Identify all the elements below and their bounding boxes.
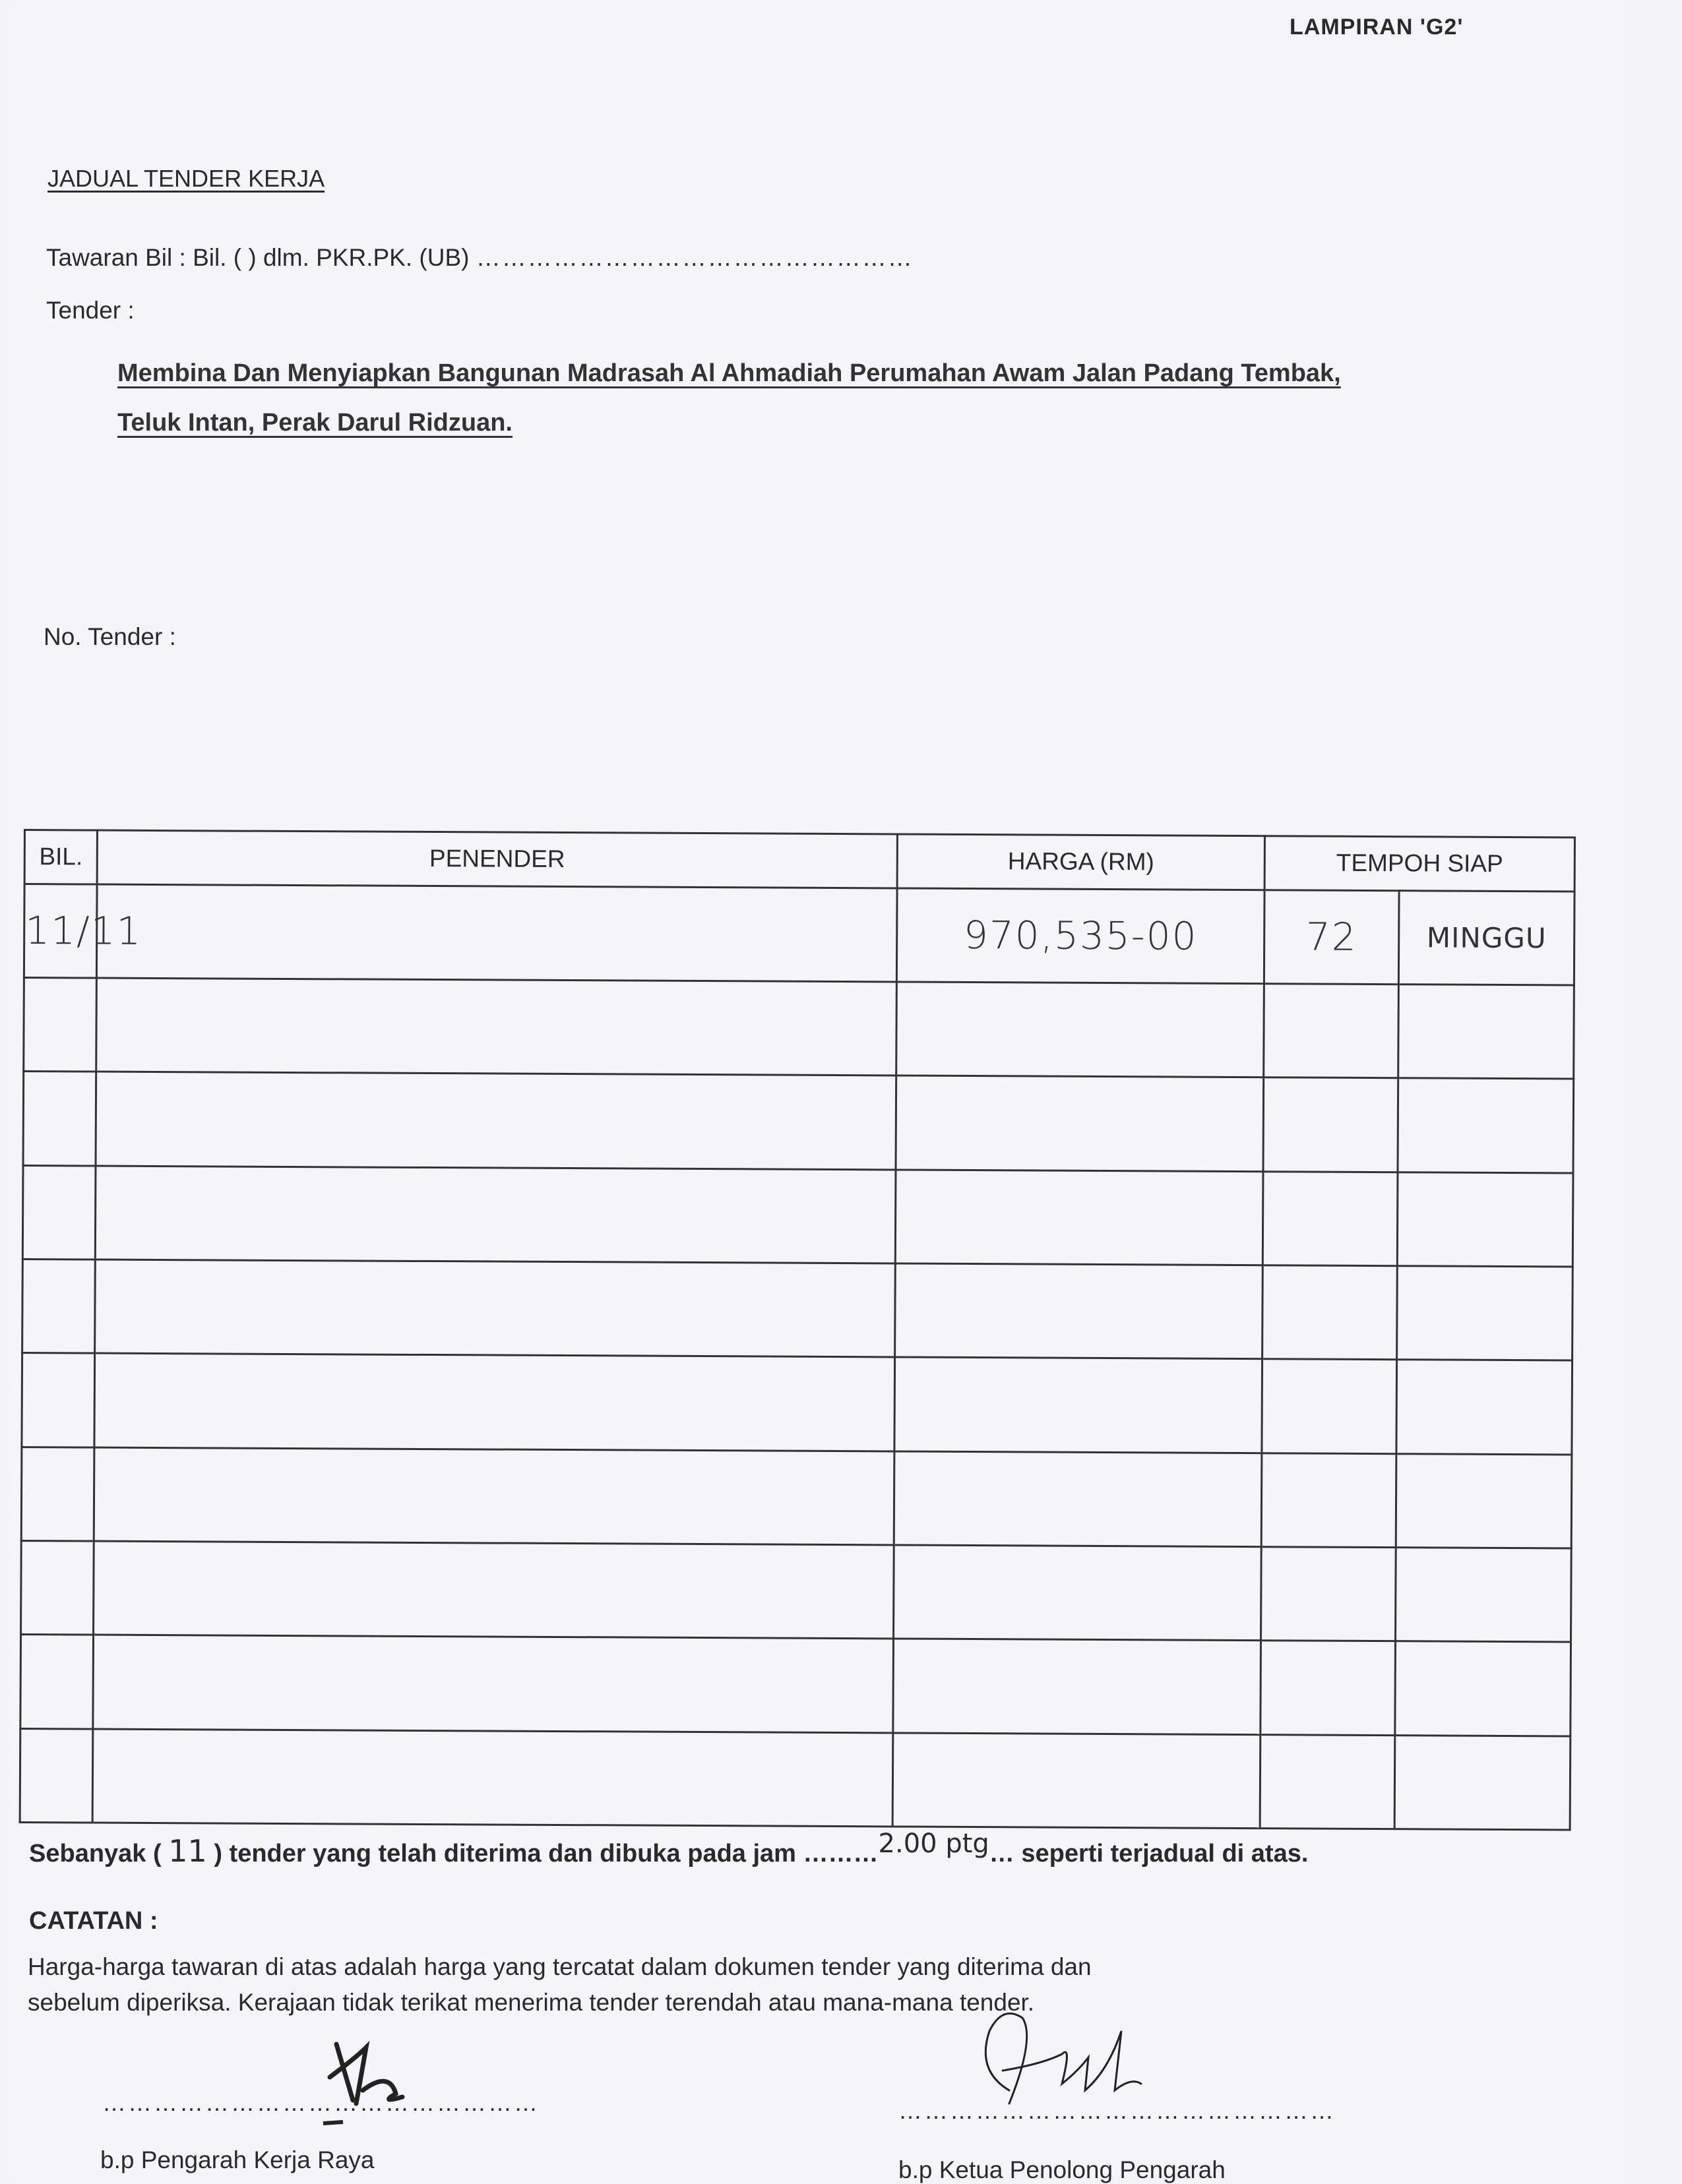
cell-tempoh [1260,1734,1395,1829]
cell-penender [94,1447,894,1545]
cell-penender [95,1259,896,1357]
header-penender: PENENDER [97,830,897,888]
table-row [21,1540,1572,1642]
cell-unit [1396,1360,1573,1455]
sebanyak-middle: ) tender yang telah diterima dan dibuka pada jam ……… [214,1840,879,1867]
table-row [24,884,1574,985]
cell-tempoh [1261,1641,1396,1735]
header-harga: HARGA (RM) [897,834,1264,890]
cell-unit [1398,1078,1574,1173]
tender-count: 11 [168,1833,207,1869]
signatory-2-label: b.p Ketua Penolong Pengarah [898,2156,1226,2183]
cell-bil [24,978,97,1072]
cell-unit [1394,1735,1571,1830]
cell-bil [20,1635,94,1729]
cell-unit [1397,1266,1573,1361]
cell-bil [22,1165,96,1259]
table-row [24,978,1574,1079]
cell-penender [93,1635,894,1732]
notes-line-2: sebelum diperiksa. Kerajaan tidak terikat menerima tender terendah atau mana-mana tender. [28,1989,1035,2016]
cell-harga [893,1639,1261,1734]
attachment-label: LAMPIRAN 'G2' [1290,15,1464,40]
signature-2-line: …………………………………………… [898,2097,1336,2124]
cell-tempoh: 72 [1264,890,1399,984]
cell-unit [1398,985,1574,1079]
opening-time: 2.00 ptg [878,1829,989,1859]
table-row [23,1072,1574,1173]
cell-harga [894,1545,1262,1641]
cell-penender [94,1541,894,1639]
cell-bil [22,1353,95,1447]
tender-title-line-2: Teluk Intan, Perak Darul Ridzuan. [117,409,513,437]
cell-harga: 970,535-00 [896,888,1264,984]
cell-tempoh [1264,984,1399,1078]
cell-bil [23,1072,96,1166]
header-tempoh: TEMPOH SIAP [1264,836,1574,892]
cell-bil [20,1728,93,1823]
sebanyak-prefix: Sebanyak ( [29,1840,162,1867]
cell-penender [96,884,897,982]
cell-harga [896,982,1264,1077]
cell-unit [1396,1453,1572,1548]
signatory-1-label: b.p Pengarah Kerja Raya [100,2146,375,2173]
table-row [22,1259,1573,1360]
cell-harga [892,1733,1261,1829]
cell-harga [895,1263,1263,1359]
cell-penender [96,978,897,1076]
notes-line-1: Harga-harga tawaran di atas adalah harga yang tercatat dalam dokumen tender yang diterima dan [28,1953,1092,1980]
cell-unit: MINGGU [1398,890,1574,985]
cell-harga [896,1076,1264,1171]
table-row [20,1635,1571,1736]
cell-penender [94,1353,895,1451]
cell-harga [895,1170,1263,1265]
tender-label: Tender : [46,297,135,324]
tender-title-line-1: Membina Dan Menyiapkan Bangunan Madrasah Al Ahmadiah Perumahan Awam Jalan Padang Tembak, [117,359,1341,387]
cell-penender [95,1166,896,1263]
cell-tempoh [1262,1265,1398,1360]
cell-unit [1396,1548,1572,1643]
table-row [20,1728,1571,1830]
cell-tempoh [1261,1453,1396,1547]
document-heading: JADUAL TENDER KERJA [47,165,325,192]
cell-harga [894,1451,1262,1547]
table-row [21,1447,1572,1548]
table-header-row [24,830,1574,892]
cell-harga [894,1357,1262,1453]
tawaran-dots: …………………………………………… [476,244,914,271]
tender-table [19,829,1576,1831]
tender-number-label: No. Tender : [44,623,176,650]
cell-penender [96,1072,896,1169]
cell-unit [1395,1641,1571,1736]
cell-penender [92,1729,893,1827]
table-row [22,1165,1573,1267]
cell-tempoh [1262,1359,1397,1453]
tawaran-line [46,244,914,272]
cell-tempoh [1261,1547,1396,1641]
table-row [22,1353,1573,1455]
cell-bil [22,1259,96,1353]
cell-tempoh [1262,1171,1398,1265]
cell-unit [1397,1172,1573,1267]
tender-count-statement [29,1829,1309,1869]
cell-bil [21,1447,94,1541]
cell-tempoh [1263,1077,1398,1172]
cell-bil [21,1540,94,1635]
cell-bil: 11/11 [24,884,97,978]
tawaran-text: Tawaran Bil : Bil. ( ) dlm. PKR.PK. (UB) [46,244,470,271]
sebanyak-suffix: … seperti terjadual di atas. [989,1840,1309,1867]
notes-heading: CATATAN : [29,1907,158,1935]
signature-1-line: …………………………………………… [102,2089,540,2116]
header-bil: BIL. [24,830,97,884]
